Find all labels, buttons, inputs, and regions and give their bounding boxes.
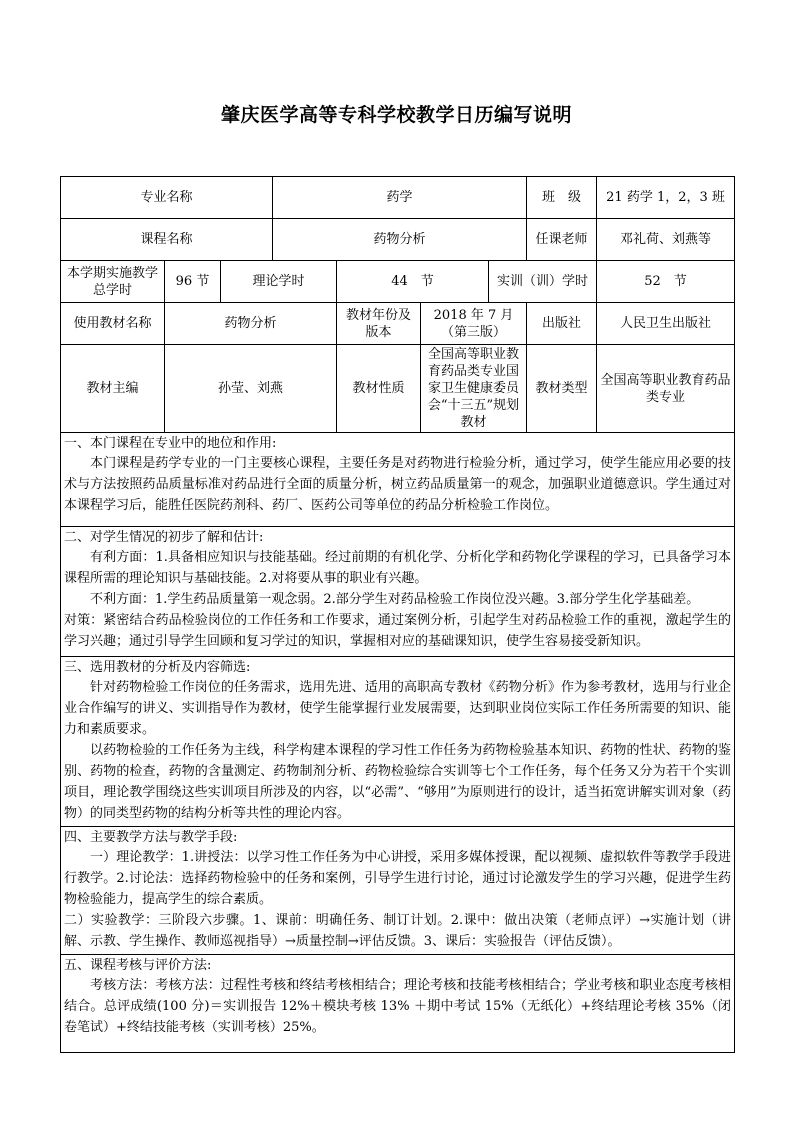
textbook-nature-label: 教材性质 [337, 345, 421, 433]
publisher-label: 出版社 [527, 303, 597, 345]
practice-hours-label: 实训（训）学时 [489, 261, 597, 303]
theory-hours-label: 理论学时 [221, 261, 337, 303]
major-label: 专业名称 [61, 177, 273, 219]
editor-label: 教材主编 [61, 345, 165, 433]
textbook-type-label: 教材类型 [527, 345, 597, 433]
practice-hours-value: 52 节 [597, 261, 735, 303]
section-assessment [61, 955, 735, 1053]
section-paragraph: 一）理论教学：1.讲授法：以学习性工作任务为中心讲授，采用多媒体授课，配以视频、虚拟软件等教学手段进行教学。2.讨论法：选择药物检验中的任务和案例，引导学生进行讨论，通过讨论激发学生的学习兴趣，促进学生药物检验能力，提高学生的综合素质。 [64, 850, 732, 907]
section-student-analysis [61, 527, 735, 657]
total-hours-label: 本学期实施教学总学时 [61, 261, 165, 303]
section-heading: 三、选用教材的分析及内容筛选: [64, 660, 251, 675]
section-paragraph: 二）实验教学：三阶段六步骤。1、课前：明确任务、制订计划。2.课中：做出决策（老师点评）→实施计划（讲解、示教、学生操作、教师巡视指导）→质量控制→评估反馈。3、课后：实验报告（评估反馈）。 [64, 913, 732, 949]
section-paragraph: 不利方面：1.学生药品质量第一观念弱。2.部分学生对药品检验工作岗位没兴趣。3.部分学生化学基础差。 [90, 592, 700, 607]
section-heading: 五、课程考核与评价方法: [64, 958, 212, 973]
row-major [61, 177, 735, 219]
textbook-value: 药物分析 [165, 303, 337, 345]
row-textbook [61, 303, 735, 345]
course-value: 药物分析 [273, 219, 527, 261]
row-hours [61, 261, 735, 303]
row-editor [61, 345, 735, 433]
textbook-year-label: 教材年份及版本 [337, 303, 421, 345]
class-label: 班 级 [527, 177, 597, 219]
section-paragraph: 考核方法：考核方法：过程性考核和终结考核相结合；理论考核和技能考核相结合；学业考核和职业态度考核相结合。总评成绩(100 分)＝实训报告 12%＋模块考核 13% ＋期中考试 15%（无纸化）+终结理论考核 35%（闭卷笔试）+终结技能考核（实训考核）25%。 [64, 978, 732, 1035]
section-paragraph: 有利方面：1.具备相应知识与技能基础。经过前期的有机化学、分析化学和药物化学课程的学习，已具备学习本课程所需的理论知识与基础技能。2.对将要从事的职业有兴趣。 [64, 550, 732, 586]
section-paragraph: 本门课程是药学专业的一门主要核心课程，主要任务是对药物进行检验分析，通过学习，使学生能应用必要的技术与方法按照药品质量标准对药品进行全面的质量分析，树立药品质量第一的观念，加强职业道德意识。学生通过对本课程学习后，能胜任医院药剂科、药厂、医药公司等单位的药品分析检验工作岗位。 [64, 456, 732, 513]
major-value: 药学 [273, 177, 527, 219]
theory-hours-value: 44 节 [337, 261, 489, 303]
course-label: 课程名称 [61, 219, 273, 261]
section-teaching-methods [61, 827, 735, 955]
publisher-value: 人民卫生出版社 [597, 303, 735, 345]
editor-value: 孙莹、刘燕 [165, 345, 337, 433]
teaching-calendar-table [60, 176, 735, 1053]
row-course [61, 219, 735, 261]
textbook-type-value: 全国高等职业教育药品类专业 [597, 345, 735, 433]
section-paragraph: 以药物检验的工作任务为主线，科学构建本课程的学习性工作任务为药物检验基本知识、药物的性状、药物的鉴别、药物的检查，药物的含量测定、药物制剂分析、药物检验综合实训等七个工作任务，每个任务又分为若干个实训项目，理论教学围绕这些实训项目所涉及的内容，以“必需”、“够用”为原则进行的设计，适当拓宽讲解实训对象（药物）的同类型药物的结构分析等共性的理论内容。 [64, 743, 732, 821]
textbook-nature-value: 全国高等职业教育药品类专业国家卫生健康委员会“十三五”规划教材 [421, 345, 527, 433]
section-textbook-analysis [61, 657, 735, 827]
total-hours-value: 96 节 [165, 261, 221, 303]
section-paragraph: 对策：紧密结合药品检验岗位的工作任务和工作要求，通过案例分析，引起学生对药品检验工作的重视，激起学生的学习兴趣；通过引导学生回顾和复习学过的知识，掌握相对应的基础课知识，使学生容易接受新知识。 [64, 613, 732, 649]
teacher-label: 任课老师 [527, 219, 597, 261]
page-title: 肇庆医学高等专科学校教学日历编写说明 [220, 104, 572, 126]
section-heading: 二、对学生情况的初步了解和估计: [64, 530, 264, 545]
textbook-label: 使用教材名称 [61, 303, 165, 345]
class-value: 21 药学 1，2，3 班 [597, 177, 735, 219]
section-course-role [61, 433, 735, 527]
textbook-year-value: 2018 年 7 月（第三版） [421, 303, 527, 345]
teacher-value: 邓礼荷、刘燕等 [597, 219, 735, 261]
section-paragraph: 针对药物检验工作岗位的任务需求，选用先进、适用的高职高专教材《药物分析》作为参考教材，选用与行业企业合作编写的讲义、实训指导作为教材，使学生能掌握行业发展需要，达到职业岗位实际工作任务所需要的知识、能力和素质要求。 [64, 680, 732, 737]
section-heading: 四、主要教学方法与教学手段: [64, 830, 238, 845]
section-heading: 一、本门课程在专业中的地位和作用: [64, 436, 277, 451]
